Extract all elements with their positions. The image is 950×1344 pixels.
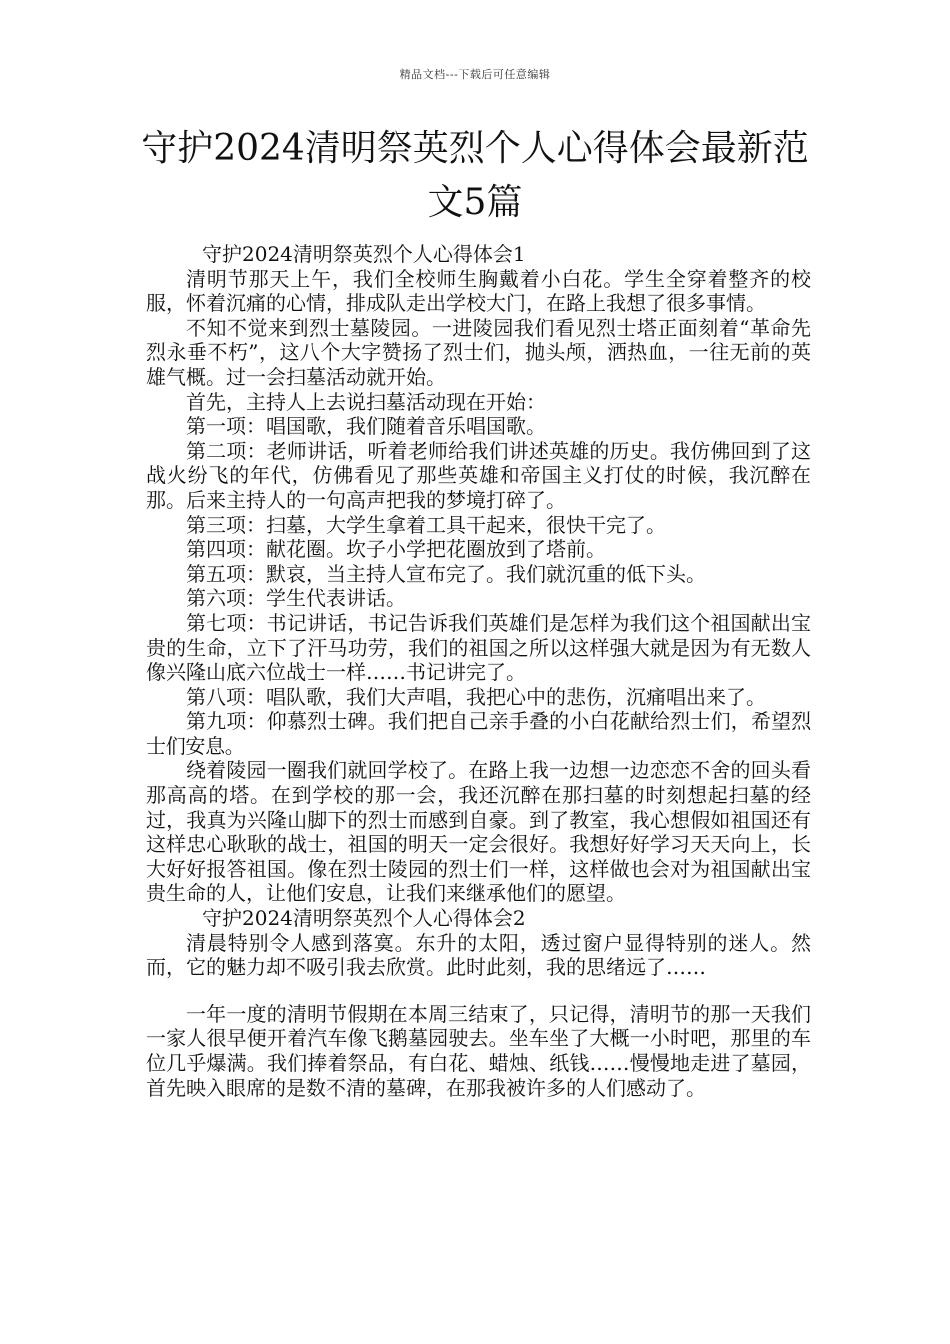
paragraph: 一年一度的清明节假期在本周三结束了，只记得，清明节的那一天我们一家人很早便开着汽车像飞鹅墓园驶去。坐车坐了大概一小时吧，那里的车位几乎爆满。我们捧着祭品，有白花、蜡烛、纸钱……慢慢地走进了墓园，首先映入眼席的是数不清的墓碑，在那我被许多的人们感动了。 (146, 1001, 811, 1100)
paragraph: 第三项：扫墓，大学生拿着工具干起来，很快干完了。 (186, 512, 666, 537)
paragraph: 首先，主持人上去说扫墓活动现在开始： (186, 389, 546, 414)
paragraph: 第八项：唱队歌，我们大声唱，我把心中的悲伤，沉痛唱出来了。 (186, 684, 766, 709)
paragraph: 第五项：默哀，当主持人宣布完了。我们就沉重的低下头。 (186, 561, 706, 586)
section-heading-1: 守护2024清明祭英烈个人心得体会1 (202, 242, 526, 266)
section-heading-2: 守护2024清明祭英烈个人心得体会2 (202, 906, 526, 931)
paragraph: 第六项：学生代表讲话。 (186, 586, 406, 611)
paragraph: 第七项：书记讲话，书记告诉我们英雄们是怎样为我们这个祖国献出宝贵的生命，立下了汗马功劳，我们的祖国之所以这样强大就是因为有无数人像兴隆山底六位战士一样……书记讲完了。 (146, 610, 811, 685)
paragraph: 第九项：仰慕烈士碑。我们把自己亲手叠的小白花献给烈士们，希望烈士们安息。 (146, 709, 811, 758)
header-note: 精品文档---下载后可任意编辑 (399, 68, 551, 81)
document-body (146, 242, 811, 1100)
paragraph: 清明节那天上午，我们全校师生胸戴着小白花。学生全穿着整齐的校服，怀着沉痛的心情，排成队走出学校大门，在路上我想了很多事情。 (146, 266, 811, 316)
paragraph: 第四项：献花圈。坎子小学把花圈放到了塔前。 (186, 537, 606, 562)
paragraph: 第二项：老师讲话，听着老师给我们讲述英雄的历史。我仿佛回到了这战火纷飞的年代，仿佛看见了那些英雄和帝国主义打仗的时候，我沉醉在那。后来主持人的一句高声把我的梦境打碎了。 (146, 438, 811, 512)
paragraph-gap (146, 980, 811, 1002)
paragraph: 绕着陵园一圈我们就回学校了。在路上我一边想一边恋恋不舍的回头看那高高的塔。在到学校的那一会，我还沉醉在那扫墓的时刻想起扫墓的经过，我真为兴隆山脚下的烈士而感到自豪。到了教室，我心想假如祖国还有这样忠心耿耿的战士，祖国的明天一定会很好。我想好好学习天天向上，长大好好报答祖国。像在烈士陵园的烈士们一样，这样做也会对为祖国献出宝贵生命的人，让他们安息，让我们来继承他们的愿望。 (146, 758, 811, 906)
document-title: 守护2024清明祭英烈个人心得体会最新范文5篇 (141, 128, 809, 223)
paragraph: 第一项：唱国歌，我们随着音乐唱国歌。 (186, 414, 546, 439)
paragraph: 不知不觉来到烈士墓陵园。一进陵园我们看见烈士塔正面刻着“革命先烈永垂不朽”，这八个大字赞扬了烈士们，抛头颅，洒热血，一往无前的英雄气概。过一会扫墓活动就开始。 (146, 315, 811, 389)
paragraph: 清晨特别令人感到落寞。东升的太阳，透过窗户显得特别的迷人。然而，它的魅力却不吸引我去欣赏。此时此刻，我的思绪远了…… (146, 930, 811, 980)
